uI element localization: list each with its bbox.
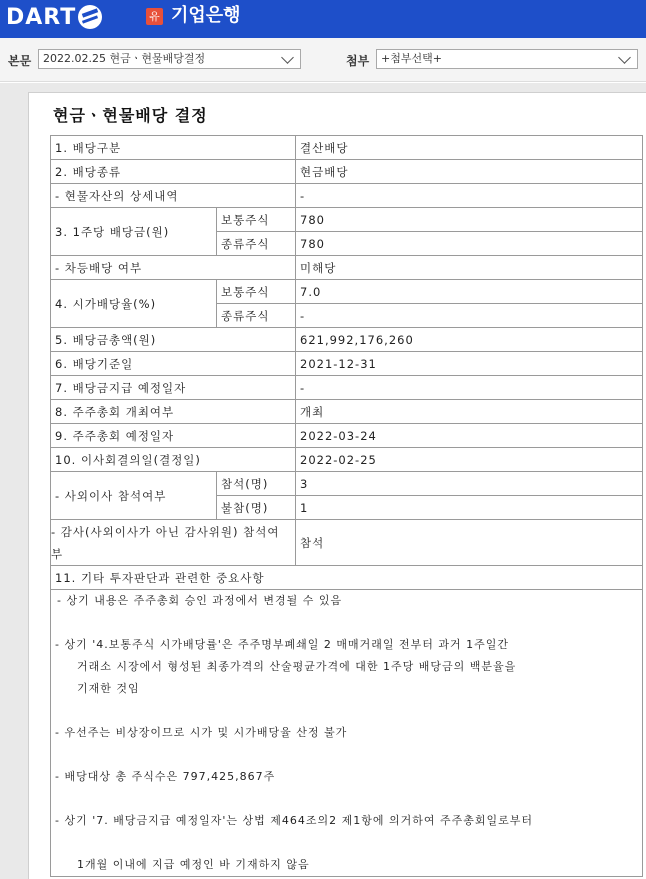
body-label: 본문 <box>8 54 32 68</box>
row-label: 7. 배당금지급 예정일자 <box>51 376 296 400</box>
table-row <box>51 136 643 160</box>
row-value: 개최 <box>296 400 643 424</box>
table-row <box>51 400 643 424</box>
note-line: - 상기 '4.보통주식 시가배당률'은 주주명부폐쇄일 2 매매거래일 전부터 과거 1주일간 <box>55 638 510 651</box>
row-label: 9. 주주총회 예정일자 <box>51 424 296 448</box>
row-value: - <box>296 184 643 208</box>
row-sublabel: 보통주식 <box>217 280 296 304</box>
note-line: - 배당대상 총 주식수은 797,425,867주 <box>55 770 276 783</box>
table-row <box>51 280 643 304</box>
row-value: 621,992,176,260 <box>296 328 643 352</box>
row-value: 2021-12-31 <box>296 352 643 376</box>
table-row <box>51 160 643 184</box>
table-row <box>51 424 643 448</box>
company-name: 기업은행 <box>171 5 241 26</box>
row-label: 8. 주주총회 개최여부 <box>51 400 296 424</box>
table-row <box>51 328 643 352</box>
row-value: 780 <box>296 232 643 256</box>
note-line: 기재한 것임 <box>77 682 140 695</box>
row-label: 3. 1주당 배당금(원) <box>51 208 217 256</box>
attach-select-value: +첨부선택+ <box>381 52 442 65</box>
document-page <box>28 92 646 879</box>
row-value: 780 <box>296 208 643 232</box>
row-value: 1 <box>296 496 643 520</box>
row-label: - 사외이사 참석여부 <box>51 472 217 520</box>
row-label: 2. 배당종류 <box>51 160 296 184</box>
corp-type-badge: 유 <box>146 8 163 25</box>
note-line: - 상기 내용은 주주총회 승인 과정에서 변경될 수 있음 <box>57 594 343 607</box>
logo-text: DART <box>6 4 77 30</box>
body-select-value: 2022.02.25 현금ㆍ현물배당결정 <box>43 52 206 65</box>
row-value: - <box>296 304 643 328</box>
table-row <box>51 376 643 400</box>
document-viewer[interactable] <box>0 83 646 879</box>
row-sublabel: 불참(명) <box>217 496 296 520</box>
row-sublabel: 참석(명) <box>217 472 296 496</box>
row-sublabel: 종류주식 <box>217 304 296 328</box>
row-value: 미해당 <box>296 256 643 280</box>
table-row <box>51 520 643 566</box>
row-label: - 차등배당 여부 <box>51 256 296 280</box>
document-toolbar <box>0 38 646 82</box>
notes-cell <box>51 590 643 877</box>
row-value: - <box>296 376 643 400</box>
dividend-table <box>50 135 643 877</box>
attach-label: 첨부 <box>346 54 370 68</box>
table-row <box>51 208 643 232</box>
row-value: 2022-02-25 <box>296 448 643 472</box>
row-value: 참석 <box>296 520 643 566</box>
table-row <box>51 472 643 496</box>
row-label: - 감사(사외이사가 아닌 감사위원) 참석여부 <box>51 520 296 566</box>
row-value: 결산배당 <box>296 136 643 160</box>
row-label: 4. 시가배당율(%) <box>51 280 217 328</box>
note-line: - 상기 '7. 배당금지급 예정일자'는 상법 제464조의2 제1항에 의거하여 주주총회일로부터 <box>55 814 534 827</box>
attach-select[interactable] <box>376 49 638 69</box>
chevron-down-icon <box>281 51 294 64</box>
chevron-down-icon <box>618 51 631 64</box>
table-row <box>51 352 643 376</box>
table-row <box>51 590 643 877</box>
table-row <box>51 448 643 472</box>
table-row <box>51 566 643 590</box>
row-label: 6. 배당기준일 <box>51 352 296 376</box>
note-line: 1개월 이내에 지급 예정인 바 기재하지 않음 <box>77 858 310 871</box>
table-row <box>51 184 643 208</box>
row-label: 11. 기타 투자판단과 관련한 중요사항 <box>51 566 643 590</box>
dart-logo[interactable] <box>6 4 102 30</box>
row-value: 현금배당 <box>296 160 643 184</box>
row-label: 5. 배당금총액(원) <box>51 328 296 352</box>
note-line: 거래소 시장에서 형성된 최종가격의 산술평균가격에 대한 1주당 배당금의 백분율을 <box>77 660 517 673</box>
top-header <box>0 0 646 38</box>
body-select[interactable] <box>38 49 301 69</box>
row-sublabel: 종류주식 <box>217 232 296 256</box>
row-value: 3 <box>296 472 643 496</box>
page-title: 현금ㆍ현물배당 결정 <box>53 106 208 125</box>
logo-swoosh-icon <box>78 5 102 29</box>
table-row <box>51 256 643 280</box>
row-sublabel: 보통주식 <box>217 208 296 232</box>
row-label: 1. 배당구분 <box>51 136 296 160</box>
row-label: 10. 이사회결의일(결정일) <box>51 448 296 472</box>
row-value: 2022-03-24 <box>296 424 643 448</box>
row-label: - 현물자산의 상세내역 <box>51 184 296 208</box>
row-value: 7.0 <box>296 280 643 304</box>
note-line: - 우선주는 비상장이므로 시가 및 시가배당율 산정 불가 <box>55 726 348 739</box>
